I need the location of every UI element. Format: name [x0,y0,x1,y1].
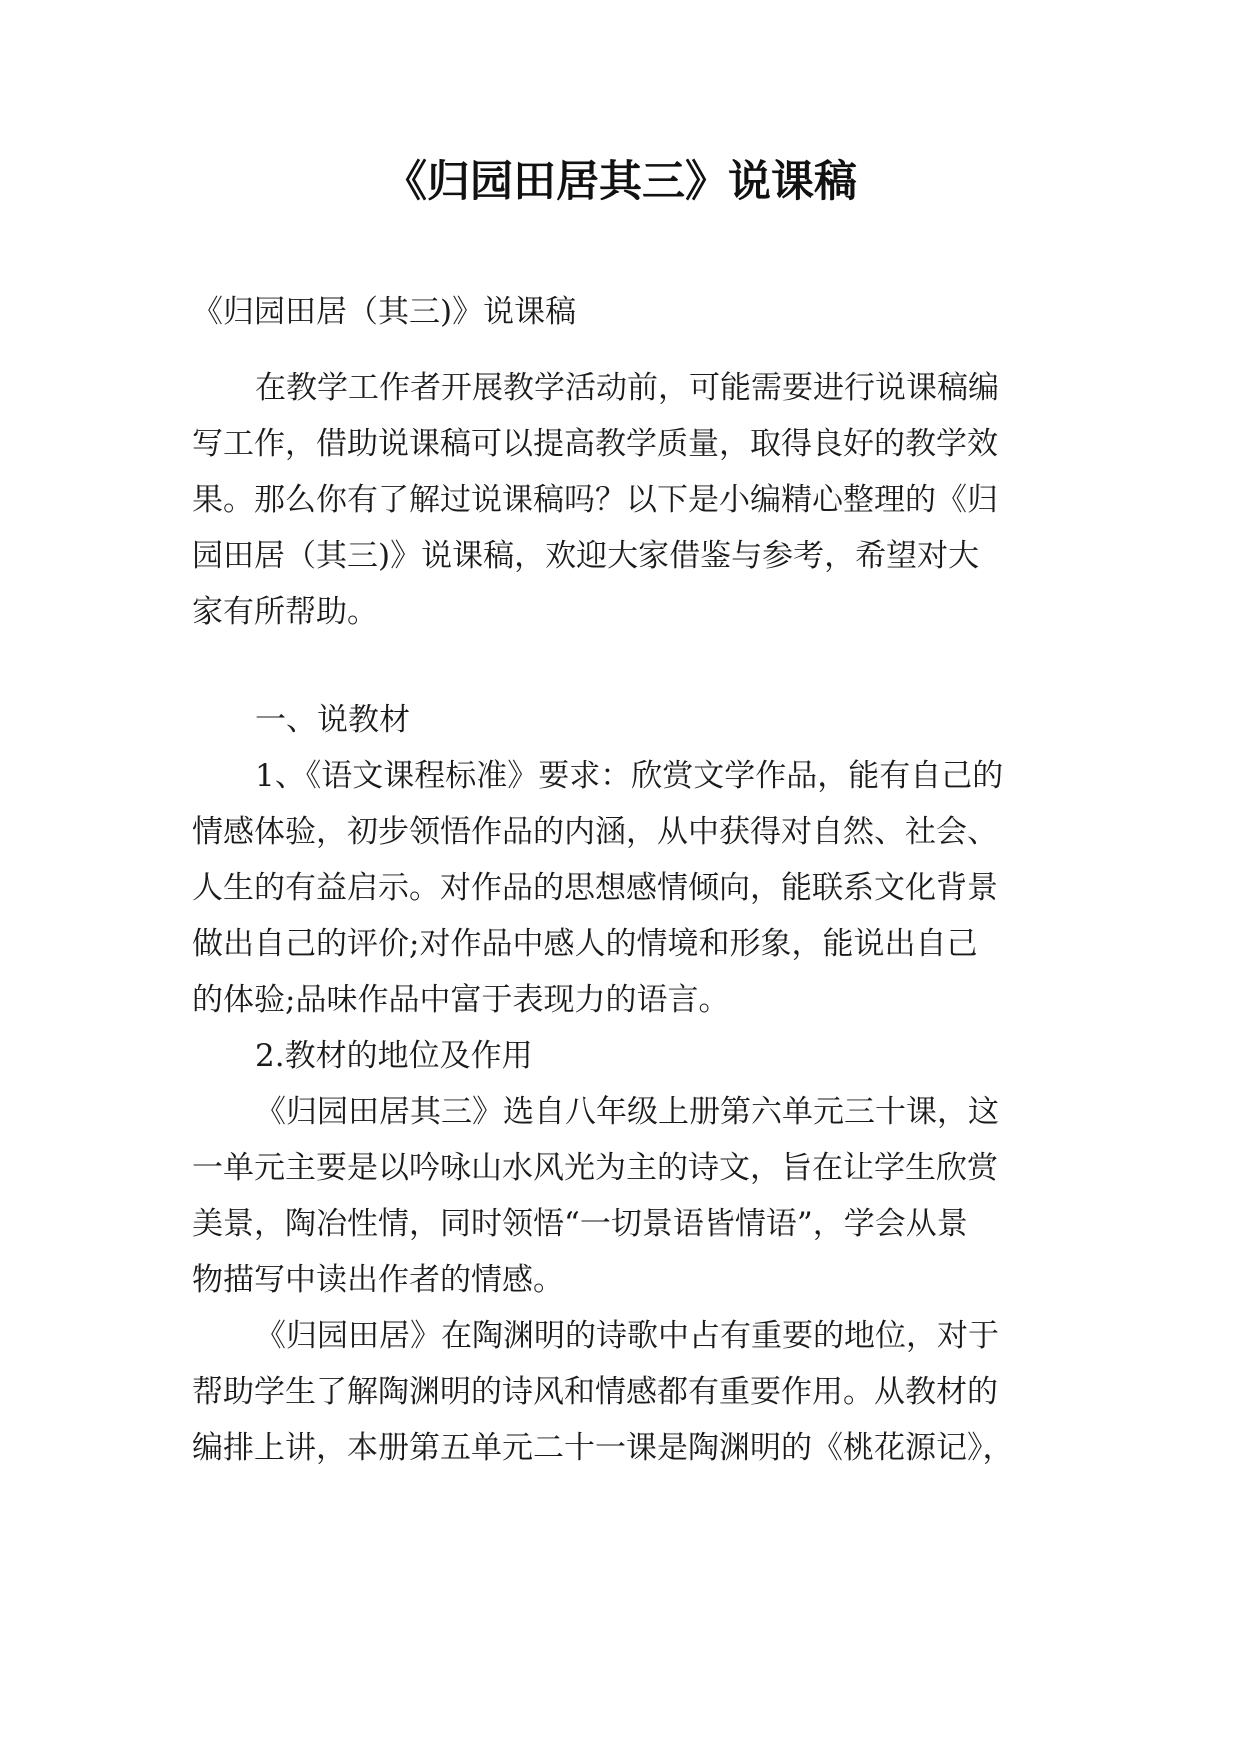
section-heading: 一、说教材 [255,702,410,738]
paragraph-a-line: 物描写中读出作者的情感。 [192,1262,564,1298]
paragraph-a-line: 《归园田居其三》选自八年级上册第六单元三十课，这 [255,1094,999,1130]
paragraph-a-line: 美景，陶冶性情，同时领悟“一切景语皆情语”，学会从景 [192,1206,968,1242]
paragraph-b-line: 帮助学生了解陶渊明的诗风和情感都有重要作用。从教材的 [192,1374,998,1410]
intro-line: 果。那么你有了解过说课稿吗？以下是小编精心整理的《归 [192,482,998,518]
paragraph-b-line: 编排上讲，本册第五单元二十一课是陶渊明的《桃花源记》， [192,1430,1014,1466]
item2-heading: 2.教材的地位及作用 [255,1038,533,1074]
intro-line: 家有所帮助。 [192,594,378,630]
paragraph-b-line: 《归园田居》在陶渊明的诗歌中占有重要的地位，对于 [255,1318,999,1354]
intro-line: 在教学工作者开展教学活动前，可能需要进行说课稿编 [255,370,999,406]
item1-line: 1、《语文课程标准》要求：欣赏文学作品，能有自己的 [255,758,1004,794]
document-subtitle: 《归园田居（其三)》说课稿 [192,294,577,330]
item1-line: 人生的有益启示。对作品的思想感情倾向，能联系文化背景 [192,870,998,906]
document-title: 《归园田居其三》说课稿 [384,157,857,207]
item1-line: 情感体验，初步领悟作品的内涵，从中获得对自然、社会、 [192,814,998,850]
item1-line: 做出自己的评价;对作品中感人的情境和形象，能说出自己 [192,926,978,962]
intro-line: 写工作，借助说课稿可以提高教学质量，取得良好的教学效 [192,426,998,462]
intro-line: 园田居（其三)》说课稿，欢迎大家借鉴与参考，希望对大 [192,538,980,574]
paragraph-a-line: 一单元主要是以吟咏山水风光为主的诗文，旨在让学生欣赏 [192,1150,998,1186]
item1-line: 的体验;品味作品中富于表现力的语言。 [192,982,730,1018]
